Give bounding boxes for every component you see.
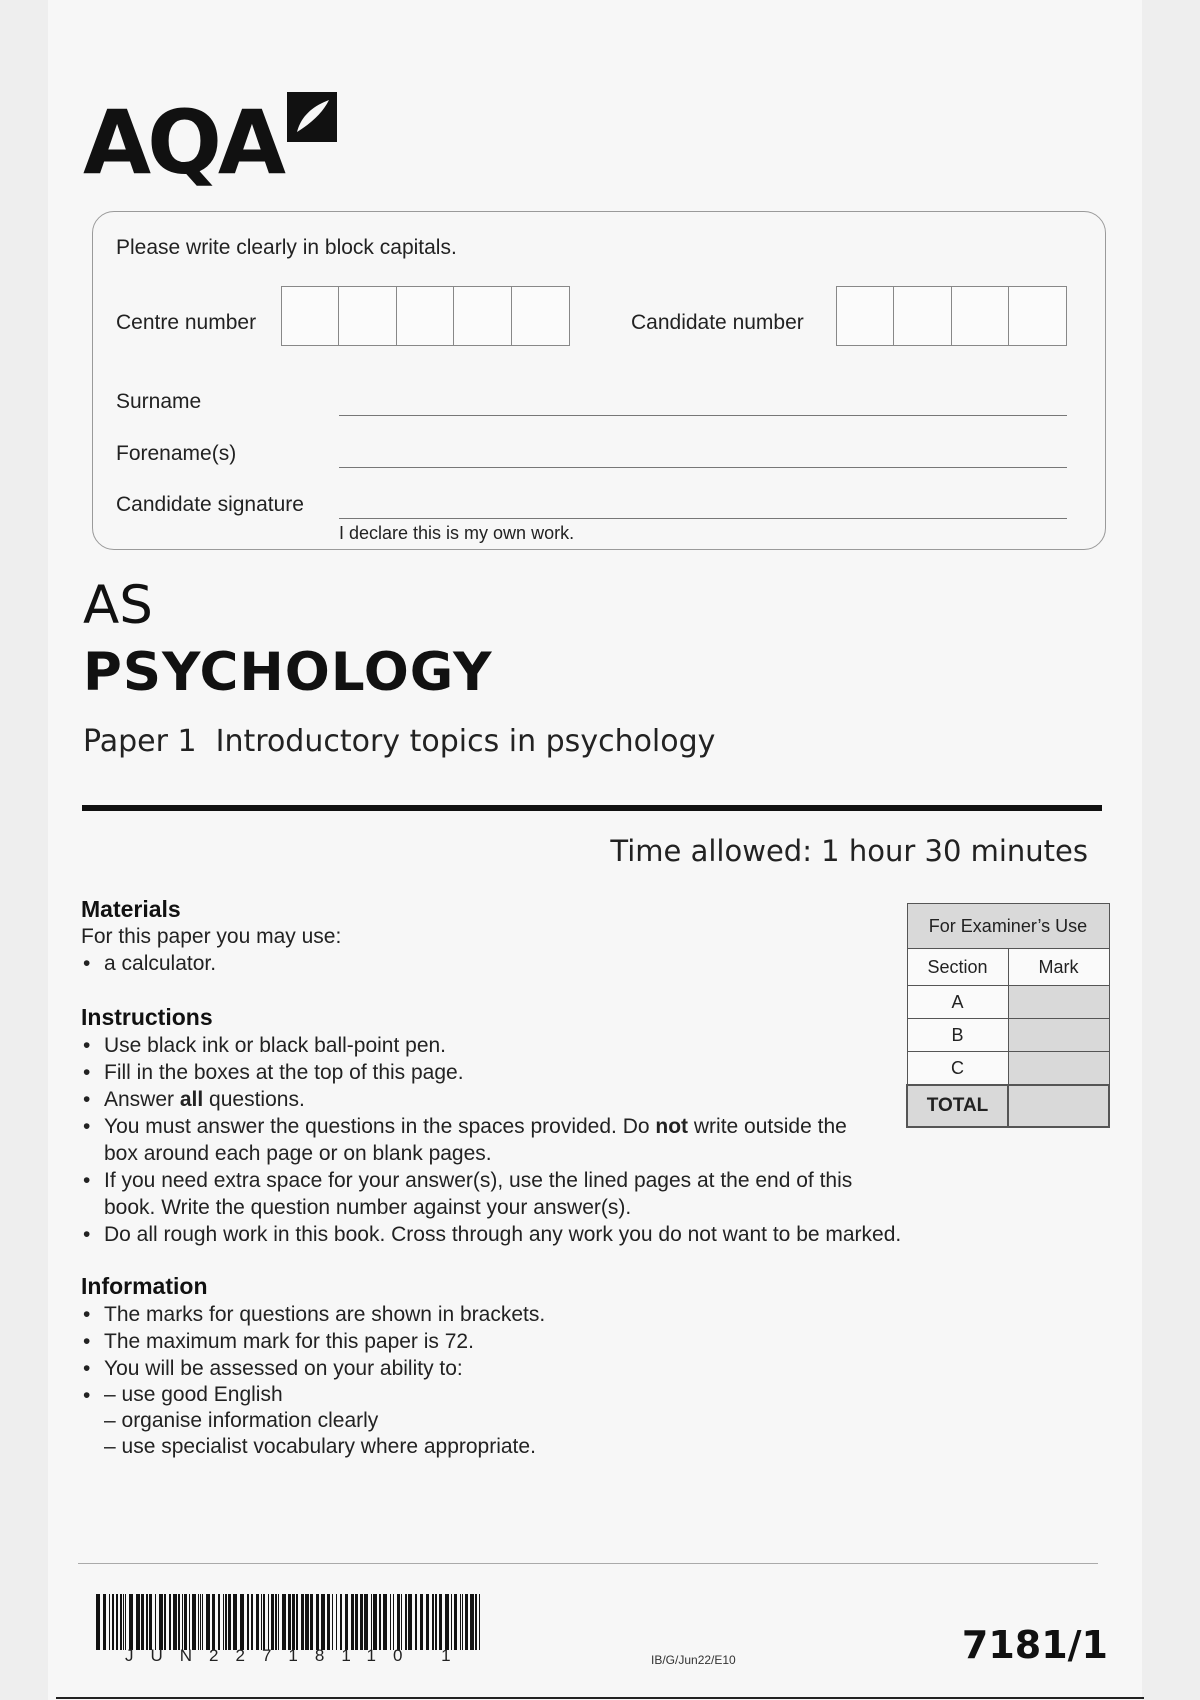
barcode-bar (202, 1594, 203, 1650)
candidate-number-boxes[interactable] (837, 286, 1067, 346)
barcode-bar (462, 1594, 463, 1650)
barcode-bar (397, 1594, 400, 1650)
examiner-table-title: For Examiner’s Use (907, 904, 1109, 949)
centre-number-digit[interactable] (453, 286, 512, 346)
barcode-bar (251, 1594, 253, 1650)
barcode-bar (470, 1594, 474, 1650)
barcode-bar (426, 1594, 429, 1650)
candidate-number-digit[interactable] (1008, 286, 1067, 346)
list-item: • Answer all questions. (81, 1086, 961, 1113)
barcode-bar (301, 1594, 304, 1650)
barcode-bar (479, 1594, 480, 1650)
candidate-number-digit[interactable] (893, 286, 952, 346)
list-item: • Fill in the boxes at the top of this page. (81, 1059, 961, 1086)
section-cell: B (907, 1019, 1008, 1052)
barcode-bar (103, 1594, 106, 1650)
candidate-number-label: Candidate number (631, 311, 804, 334)
barcode-bar (393, 1594, 394, 1650)
time-allowed: Time allowed: 1 hour 30 minutes (610, 834, 1088, 868)
barcode-bar (164, 1594, 166, 1650)
barcode-bar (310, 1594, 313, 1650)
barcode-bar (136, 1594, 140, 1650)
barcode-bar (415, 1594, 417, 1650)
barcode-bar (182, 1594, 183, 1650)
barcode-bar (364, 1594, 368, 1650)
barcode-bar (371, 1594, 372, 1650)
list-item: • The marks for questions are shown in brackets. (81, 1301, 545, 1328)
list-item: • Do all rough work in this book. Cross through any work you do not want to be marked. (81, 1221, 961, 1248)
barcode-bar (345, 1594, 348, 1650)
barcode-bar (383, 1594, 387, 1650)
barcode-bar (292, 1594, 295, 1650)
barcode-bar (379, 1594, 381, 1650)
barcode-bar (141, 1594, 144, 1650)
barcode-bar (432, 1594, 434, 1650)
barcode-bar (373, 1594, 377, 1650)
barcode-bar (340, 1594, 342, 1650)
barcode (96, 1594, 482, 1650)
list-item: • a calculator. (81, 950, 216, 977)
forenames-field[interactable] (339, 467, 1067, 468)
barcode-bar (112, 1594, 114, 1650)
barcode-bar (305, 1594, 309, 1650)
candidate-number-digit[interactable] (951, 286, 1010, 346)
barcode-bar (218, 1594, 220, 1650)
centre-number-digit[interactable] (511, 286, 570, 346)
barcode-bar (445, 1594, 449, 1650)
barcode-bar (206, 1594, 210, 1650)
barcode-bar (275, 1594, 277, 1650)
barcode-bar (149, 1594, 152, 1650)
materials-heading: Materials (81, 896, 181, 922)
barcode-bar (189, 1594, 190, 1650)
title-divider (82, 805, 1102, 811)
sub-list-item: – use specialist vocabulary where appropriate. (104, 1435, 536, 1458)
barcode-bar (146, 1594, 148, 1650)
paper-title: Paper 1 Introductory topics in psychology (83, 724, 716, 759)
surname-label: Surname (116, 390, 202, 413)
barcode-bar (316, 1594, 319, 1650)
barcode-bar (355, 1594, 358, 1650)
centre-number-digit[interactable] (281, 286, 340, 346)
sub-list-item: – organise information clearly (104, 1409, 379, 1432)
candidate-details-box (92, 211, 1106, 550)
mark-column-header: Mark (1008, 949, 1109, 986)
list-item: • Use black ink or black ball-point pen. (81, 1032, 961, 1059)
centre-number-digit[interactable] (396, 286, 455, 346)
examiner-use-table (906, 903, 1110, 1128)
barcode-bar (178, 1594, 180, 1650)
assessment-sublist (104, 1382, 545, 1460)
barcode-bar (296, 1594, 298, 1650)
barcode-bar (256, 1594, 259, 1650)
signature-label: Candidate signature (116, 493, 304, 516)
barcode-bar (460, 1594, 461, 1650)
instructions-heading: Instructions (81, 1004, 213, 1030)
barcode-bar (351, 1594, 354, 1650)
barcode-bar (120, 1594, 122, 1650)
materials-list (81, 950, 216, 977)
barcode-bar (223, 1594, 224, 1650)
barcode-bar (278, 1594, 279, 1650)
barcode-bar (247, 1594, 249, 1650)
barcode-bar (435, 1594, 437, 1650)
barcode-bar (212, 1594, 215, 1650)
section-column-header: Section (907, 949, 1008, 986)
list-item: • You will be assessed on your ability to: (81, 1355, 545, 1382)
barcode-bar (405, 1594, 407, 1650)
assessment-criteria (81, 1382, 545, 1460)
barcode-bar (327, 1594, 330, 1650)
centre-number-digit[interactable] (338, 286, 397, 346)
declaration-text: I declare this is my own work. (339, 523, 575, 543)
barcode-bar (332, 1594, 333, 1650)
barcode-bar (184, 1594, 187, 1650)
barcode-bar (109, 1594, 110, 1650)
block-capitals-instruction: Please write clearly in block capitals. (116, 236, 457, 259)
surname-field[interactable] (339, 415, 1067, 416)
barcode-bar (282, 1594, 286, 1650)
barcode-bar (454, 1594, 457, 1650)
page-bottom-rule (56, 1697, 1144, 1699)
barcode-bar (192, 1594, 196, 1650)
mark-cell (1008, 986, 1109, 1019)
barcode-bar (268, 1594, 269, 1650)
footer-divider (78, 1563, 1098, 1564)
section-cell: A (907, 986, 1008, 1019)
signature-field[interactable] (339, 518, 1067, 519)
barcode-bar (321, 1594, 325, 1650)
barcode-bar (475, 1594, 477, 1650)
list-item: • You must answer the questions in the spaces provided. Do not write outside the box around each page or on blank pages. (81, 1113, 874, 1167)
barcode-bar (451, 1594, 452, 1650)
barcode-bar (271, 1594, 274, 1650)
subject-title: PSYCHOLOGY (83, 642, 493, 703)
barcode-bar (169, 1594, 171, 1650)
mark-cell (1008, 1019, 1109, 1052)
barcode-bar (240, 1594, 244, 1650)
barcode-bar (263, 1594, 265, 1650)
barcode-bar (200, 1594, 201, 1650)
barcode-bar (173, 1594, 177, 1650)
list-item: • The maximum mark for this paper is 72. (81, 1328, 545, 1355)
information-heading: Information (81, 1273, 208, 1299)
barcode-bar (408, 1594, 412, 1650)
barcode-bar (439, 1594, 442, 1650)
barcode-bar (420, 1594, 423, 1650)
barcode-bar (360, 1594, 363, 1650)
barcode-bar (465, 1594, 468, 1650)
list-item: • If you need extra space for your answer(s), use the lined pages at the end of this book. Write the question number against your answer(s). (81, 1167, 854, 1221)
centre-number-label: Centre number (116, 311, 257, 334)
total-mark-cell (1008, 1085, 1109, 1127)
barcode-bar (288, 1594, 291, 1650)
barcode-bar (401, 1594, 402, 1650)
barcode-bar (198, 1594, 199, 1650)
logo-text: AQA (83, 91, 283, 194)
barcode-bar (116, 1594, 118, 1650)
sub-list-item: • – use good English (104, 1383, 283, 1406)
barcode-bar (390, 1594, 391, 1650)
instructions-list (81, 1032, 961, 1248)
total-label-cell: TOTAL (907, 1085, 1008, 1127)
forenames-label: Forename(s) (116, 442, 237, 465)
barcode-bar (129, 1594, 133, 1650)
barcode-bar (225, 1594, 227, 1650)
mark-cell (1008, 1052, 1109, 1086)
centre-number-boxes[interactable] (282, 286, 570, 346)
barcode-bar (155, 1594, 156, 1650)
candidate-number-digit[interactable] (836, 286, 895, 346)
barcode-bar (233, 1594, 237, 1650)
barcode-bar (123, 1594, 124, 1650)
paper-code: 7181/1 (961, 1623, 1108, 1667)
barcode-bar (159, 1594, 163, 1650)
barcode-bar (261, 1594, 262, 1650)
barcode-bar (336, 1594, 337, 1650)
barcode-bar (125, 1594, 126, 1650)
qualification-level: AS (83, 575, 153, 636)
paper-reference: IB/G/Jun22/E10 (651, 1653, 736, 1667)
aqa-logo (83, 88, 343, 194)
section-cell: C (907, 1052, 1008, 1086)
aqa-logo-mark-icon (283, 88, 339, 144)
materials-intro: For this paper you may use: (81, 925, 342, 948)
barcode-bar (96, 1594, 100, 1650)
barcode-bar (228, 1594, 231, 1650)
information-list (81, 1301, 545, 1460)
barcode-number: JUN22718110 1 (125, 1646, 468, 1665)
